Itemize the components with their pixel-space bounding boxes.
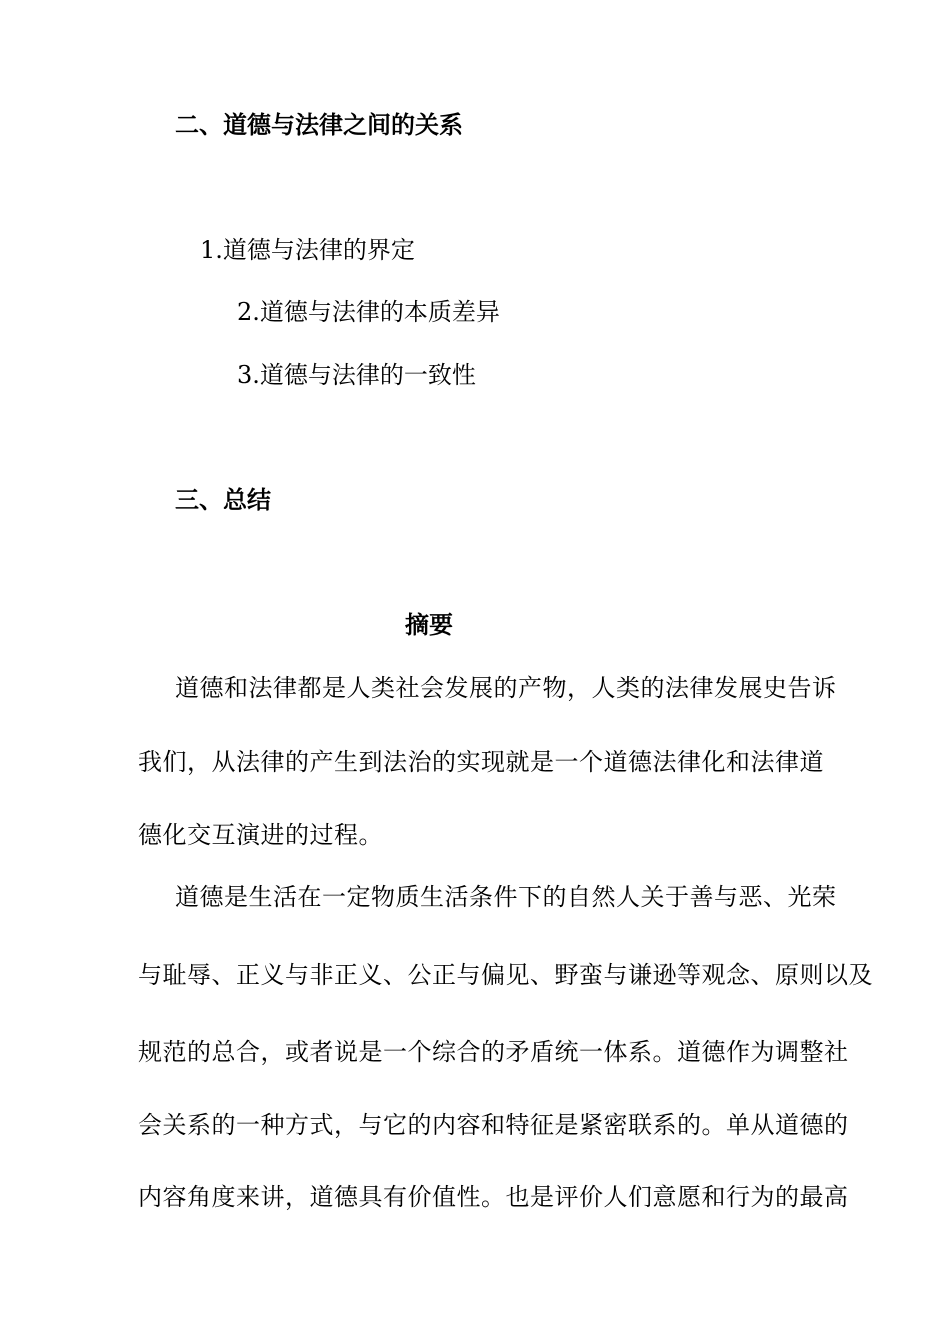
abstract-p2-line-5: 内容角度来讲，道德具有价值性。也是评价人们意愿和行为的最高 [138,1183,849,1211]
toc-item-3: 3.道德与法律的一致性 [237,361,476,389]
toc-item-1: 1.道德与法律的界定 [200,236,415,264]
toc-item-2: 2.道德与法律的本质差异 [237,298,500,326]
abstract-p1-line-3: 德化交互演进的过程。 [138,821,383,849]
abstract-p1-line-1: 道德和法律都是人类社会发展的产物，人类的法律发展史告诉 [175,674,837,702]
abstract-p2-line-1: 道德是生活在一定物质生活条件下的自然人关于善与恶、光荣 [175,883,837,911]
abstract-p2-line-3: 规范的总合，或者说是一个综合的矛盾统一体系。道德作为调整社 [138,1038,849,1066]
section-2-heading: 二、道德与法律之间的关系 [175,111,463,139]
section-3-heading: 三、总结 [175,486,271,514]
abstract-p1-line-2: 我们，从法律的产生到法治的实现就是一个道德法律化和法律道 [138,748,824,776]
abstract-title: 摘要 [405,611,453,639]
abstract-p2-line-4: 会关系的一种方式，与它的内容和特征是紧密联系的。单从道德的 [138,1111,849,1139]
abstract-p2-line-2: 与耻辱、正义与非正义、公正与偏见、野蛮与谦逊等观念、原则以及 [138,961,873,989]
